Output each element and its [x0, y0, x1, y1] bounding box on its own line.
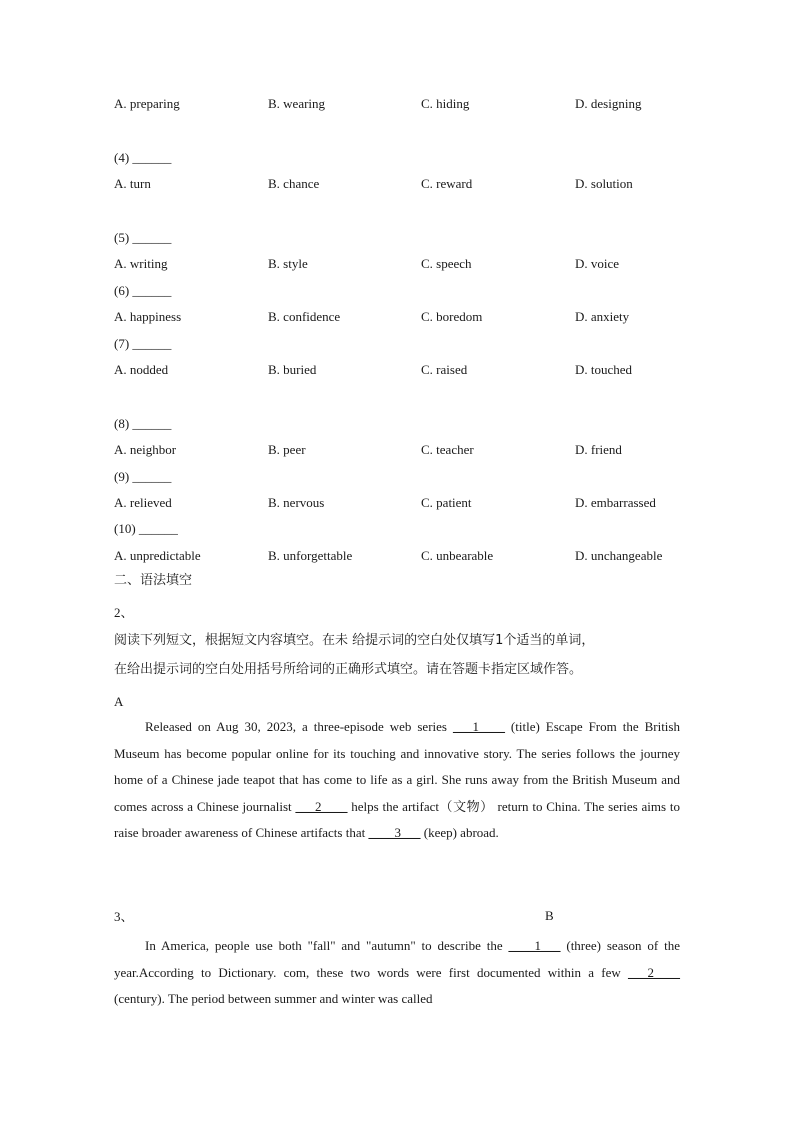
option-a: A. writing: [114, 256, 168, 271]
question-label: (9) ______: [114, 469, 172, 484]
question-label: (7) ______: [114, 336, 172, 351]
question-label-row: [0, 415, 794, 433]
option-a: A. neighbor: [114, 442, 177, 457]
option-b: B. style: [268, 256, 308, 271]
option-row: [0, 547, 794, 565]
question-label: (5) ______: [114, 230, 172, 245]
option-d: D. anxiety: [575, 309, 630, 324]
passage-text: (title) Escape From the British Museum has become popular online for its touching and innovative story. The series follows the journey home of a Chinese jade teapot that has come to life as a girl. She runs away from the British Museum and comes across a Chinese journalist: [114, 719, 680, 814]
option-a: A. happiness: [114, 309, 182, 324]
option-d: D. touched: [575, 362, 633, 377]
question-number: 2、: [114, 605, 134, 620]
passage-a: [114, 714, 680, 847]
blank-2[interactable]: ___2____: [628, 964, 680, 980]
question-label-row: [0, 229, 794, 247]
option-c: C. teacher: [421, 442, 474, 457]
option-c: C. hiding: [421, 96, 470, 111]
option-b: B. nervous: [268, 495, 325, 510]
option-row: [0, 308, 794, 326]
question-label: (8) ______: [114, 416, 172, 431]
question-label: (10) ______: [114, 521, 178, 536]
blank-1[interactable]: ___1____: [452, 719, 505, 734]
option-row: [0, 255, 794, 273]
passage-text: (keep) abroad.: [420, 825, 499, 840]
option-d: D. voice: [575, 256, 620, 271]
option-row: [0, 95, 794, 113]
question-label-row: [0, 282, 794, 300]
question-label: (4) ______: [114, 150, 172, 165]
section-title: 二、语法填空: [114, 573, 193, 588]
option-d: D. friend: [575, 442, 622, 457]
blank-1[interactable]: ____1___: [508, 938, 561, 953]
passage-text: (three) season of the year.According to Dictionary. com, these two words were first documented within a few: [114, 938, 681, 980]
option-b: B. confidence: [268, 309, 341, 324]
option-row: [0, 494, 794, 512]
question-label-row: [0, 520, 794, 538]
passage-text: Released on Aug 30, 2023, a three-episode web series: [145, 719, 453, 734]
option-a: A. preparing: [114, 96, 180, 111]
option-c: C. reward: [421, 176, 473, 191]
option-c: C. raised: [421, 362, 468, 377]
option-c: C. speech: [421, 256, 472, 271]
option-row: [0, 175, 794, 193]
option-a: A. nodded: [114, 362, 169, 377]
option-b: B. peer: [268, 442, 306, 457]
option-b: B. unforgettable: [268, 548, 353, 563]
option-row: [0, 361, 794, 379]
option-a: A. relieved: [114, 495, 172, 510]
passage-text: (century). The period between summer and winter was called: [114, 991, 433, 1006]
part-label: B: [545, 908, 554, 923]
passage-text: helps the artifact（文物） return to China. The series aims to raise broader awareness of Chinese artifacts that: [114, 798, 680, 840]
option-b: B. wearing: [268, 96, 326, 111]
passage-text: In America, people use both "fall" and "autumn" to describe the: [145, 938, 509, 953]
option-d: D. embarrassed: [575, 495, 656, 510]
option-d: D. designing: [575, 96, 642, 111]
question-label-row: [0, 468, 794, 486]
question-label-row: [0, 149, 794, 167]
option-d: D. solution: [575, 176, 633, 191]
passage-b: [114, 933, 680, 1013]
instruction-line: 阅读下列短文，根据短文内容填空。在未 给提示词的空白处仅填写1个适当的单词，: [114, 633, 595, 648]
question-label-row: [0, 335, 794, 353]
instruction-line: 在给出提示词的空白处用括号所给词的正确形式填空。请在答题卡指定区域作答。: [114, 662, 583, 677]
option-d: D. unchangeable: [575, 548, 663, 563]
option-c: C. patient: [421, 495, 472, 510]
question-number: 3、: [114, 909, 134, 924]
option-a: A. unpredictable: [114, 548, 201, 563]
option-b: B. buried: [268, 362, 317, 377]
option-row: [0, 441, 794, 459]
option-c: C. boredom: [421, 309, 483, 324]
option-b: B. chance: [268, 176, 320, 191]
option-c: C. unbearable: [421, 548, 494, 563]
part-label: A: [114, 694, 124, 709]
blank-2[interactable]: ___2____: [295, 798, 348, 814]
blank-3[interactable]: ____3___: [368, 825, 421, 840]
question-label: (6) ______: [114, 283, 172, 298]
option-a: A. turn: [114, 176, 151, 191]
